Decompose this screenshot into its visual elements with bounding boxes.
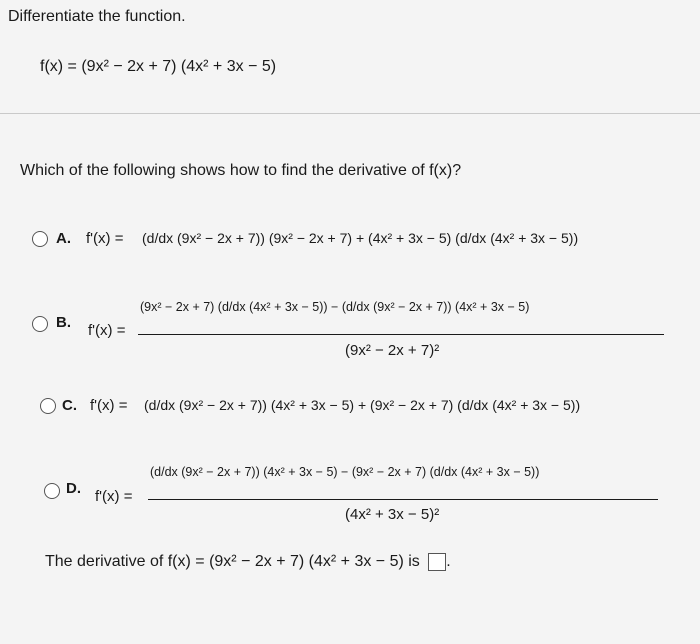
question-prompt: Which of the following shows how to find the derivative of f(x)? [20,162,462,179]
option-b-fraction-bar [138,334,664,335]
option-a-expression[interactable]: (d/dx (9x² − 2x + 7)) (9x² − 2x + 7) + (4x² + 3x − 5) (d/dx (4x² + 3x − 5)) [142,230,579,246]
option-b-denominator[interactable]: (9x² − 2x + 7)² [345,342,440,359]
answer-input[interactable] [428,553,446,571]
option-a-label: f'(x) = [86,230,124,247]
divider [0,113,700,114]
option-d-label: f'(x) = [95,488,133,505]
option-d-fraction-bar [148,499,658,500]
period: . [446,553,451,571]
function-display [40,58,276,76]
answer-line [45,553,451,571]
instruction-text: Differentiate the function. [8,8,186,25]
option-c-label: f'(x) = [90,397,128,414]
option-a-letter: A. [56,230,71,247]
option-c-expression[interactable]: (d/dx (9x² − 2x + 7)) (4x² + 3x − 5) + (9x² − 2x + 7) (d/dx (4x² + 3x − 5)) [144,397,581,413]
option-c-letter: C. [62,397,77,414]
option-b-numerator[interactable]: (9x² − 2x + 7) (d/dx (4x² + 3x − 5)) − (d/dx (9x² − 2x + 7)) (4x² + 3x − 5) [140,300,530,314]
function-text: f(x) = (9x² − 2x + 7) (4x² + 3x − 5) [40,58,277,75]
option-d-denominator[interactable]: (4x² + 3x − 5)² [345,506,440,523]
option-d-letter: D. [66,480,81,497]
option-d-numerator[interactable]: (d/dx (9x² − 2x + 7)) (4x² + 3x − 5) − (9x² − 2x + 7) (d/dx (4x² + 3x − 5)) [150,465,540,479]
option-d-radio[interactable] [44,483,60,499]
option-a-radio[interactable] [32,231,48,247]
option-b-letter: B. [56,314,71,331]
option-c-radio[interactable] [40,398,56,414]
answer-prompt: The derivative of f(x) = (9x² − 2x + 7) (4x² + 3x − 5) is [45,553,420,571]
option-b-label: f'(x) = [88,322,126,339]
option-b-radio[interactable] [32,316,48,332]
